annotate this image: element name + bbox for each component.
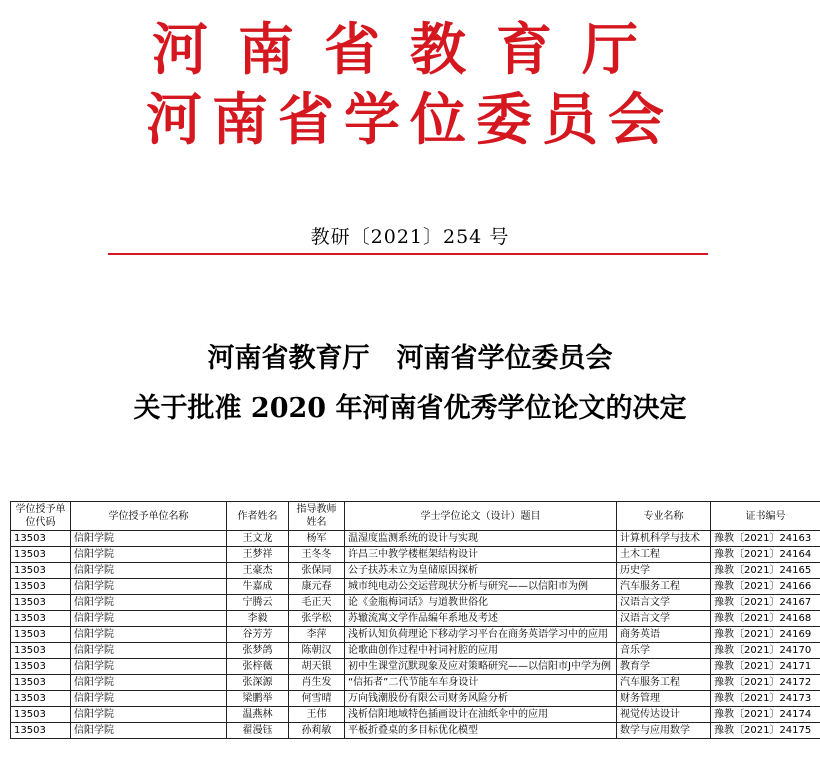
table-cell: 信阳学院: [71, 627, 227, 643]
column-header: 证书编号: [711, 502, 820, 531]
table-row: [11, 595, 820, 611]
table-cell: 教育学: [617, 659, 711, 675]
table-row: [11, 643, 820, 659]
table-cell: 论《金瓶梅词话》与道教世俗化: [345, 595, 617, 611]
table-cell: 13503: [11, 595, 71, 611]
table-cell: 豫教〔2021〕24168: [711, 611, 820, 627]
table-cell: 信阳学院: [71, 643, 227, 659]
table-row: [11, 675, 820, 691]
table-cell: 城市纯电动公交运营现状分析与研究——以信阳市为例: [345, 579, 617, 595]
table-cell: 13503: [11, 627, 71, 643]
table-cell: 谷芳芳: [227, 627, 289, 643]
table-cell: 王梦祥: [227, 547, 289, 563]
table-cell: 张梦鸽: [227, 643, 289, 659]
table-cell: 张深源: [227, 675, 289, 691]
table-cell: 豫教〔2021〕24171: [711, 659, 820, 675]
table-cell: 13503: [11, 563, 71, 579]
table-row: [11, 659, 820, 675]
table-cell: 杨军: [289, 531, 345, 547]
table-cell: 信阳学院: [71, 723, 227, 739]
table-cell: 汉语言文学: [617, 595, 711, 611]
table-cell: 毛正天: [289, 595, 345, 611]
table-cell: 豫教〔2021〕24169: [711, 627, 820, 643]
table-cell: 论歌曲创作过程中衬词衬腔的应用: [345, 643, 617, 659]
table-cell: 历史学: [617, 563, 711, 579]
table-cell: 公子扶苏未立为皇储原因探析: [345, 563, 617, 579]
table-cell: 豫教〔2021〕24170: [711, 643, 820, 659]
table-cell: 13503: [11, 547, 71, 563]
table-cell: 平板折叠桌的多目标优化模型: [345, 723, 617, 739]
table-cell: 浅析信阳地域特色插画设计在油纸伞中的应用: [345, 707, 617, 723]
table-cell: 许昌三中教学楼框架结构设计: [345, 547, 617, 563]
table-cell: 李毅: [227, 611, 289, 627]
table-cell: 财务管理: [617, 691, 711, 707]
table-cell: “信拓者”二代节能车车身设计: [345, 675, 617, 691]
table-cell: 张学松: [289, 611, 345, 627]
table-cell: 王文龙: [227, 531, 289, 547]
table-cell: 豫教〔2021〕24172: [711, 675, 820, 691]
issuer-line-1: 河南省教育厅: [152, 17, 668, 83]
table-cell: 计算机科学与技术: [617, 531, 711, 547]
table-cell: 信阳学院: [71, 675, 227, 691]
table-cell: 豫教〔2021〕24164: [711, 547, 820, 563]
red-divider: [108, 253, 708, 255]
table-cell: 豫教〔2021〕24165: [711, 563, 820, 579]
table-cell: 张保同: [289, 563, 345, 579]
table-cell: 万向钱潮股份有限公司财务风险分析: [345, 691, 617, 707]
table-cell: 胡天银: [289, 659, 345, 675]
table-cell: 梁鹏举: [227, 691, 289, 707]
table-cell: 豫教〔2021〕24173: [711, 691, 820, 707]
table-cell: 温湿度监测系统的设计与实现: [345, 531, 617, 547]
table-cell: 浅析认知负荷理论下移动学习平台在商务英语学习中的应用: [345, 627, 617, 643]
table-cell: 信阳学院: [71, 707, 227, 723]
table-cell: 豫教〔2021〕24175: [711, 723, 820, 739]
table-cell: 13503: [11, 579, 71, 595]
table-row: [11, 723, 820, 739]
document-title-line-1: 河南省教育厅 河南省学位委员会: [207, 343, 613, 374]
table-cell: 数学与应用数学: [617, 723, 711, 739]
table-cell: 视觉传达设计: [617, 707, 711, 723]
table-cell: 13503: [11, 611, 71, 627]
table-cell: 汽车服务工程: [617, 675, 711, 691]
document-title-line-2: 关于批准 2020 年河南省优秀学位论文的决定: [133, 393, 687, 424]
table-cell: 13503: [11, 723, 71, 739]
table-cell: 王豪杰: [227, 563, 289, 579]
table-header-row: [11, 502, 820, 531]
table-cell: 信阳学院: [71, 595, 227, 611]
table-cell: 信阳学院: [71, 611, 227, 627]
table-cell: 信阳学院: [71, 659, 227, 675]
table-row: [11, 707, 820, 723]
column-header: 专业名称: [617, 502, 711, 531]
column-header: 作者姓名: [227, 502, 289, 531]
table-cell: 陈朝汉: [289, 643, 345, 659]
table-row: [11, 611, 820, 627]
table-row: [11, 563, 820, 579]
table-cell: 温燕林: [227, 707, 289, 723]
table-cell: 汉语言文学: [617, 611, 711, 627]
document-number: 教研〔2021〕254 号: [310, 226, 510, 248]
table-cell: 李萍: [289, 627, 345, 643]
table-cell: 苏辙流寓文学作品编年系地及考述: [345, 611, 617, 627]
table-cell: 孙莉敏: [289, 723, 345, 739]
table-cell: 牛嘉成: [227, 579, 289, 595]
table-row: [11, 531, 820, 547]
table-cell: 商务英语: [617, 627, 711, 643]
table-cell: 音乐学: [617, 643, 711, 659]
issuer-line-2: 河南省学位委员会: [146, 87, 674, 153]
table-cell: 13503: [11, 531, 71, 547]
table-cell: 豫教〔2021〕24163: [711, 531, 820, 547]
table-row: [11, 691, 820, 707]
table-cell: 信阳学院: [71, 547, 227, 563]
column-header: 学位授予单位代码: [11, 502, 71, 531]
table-row: [11, 627, 820, 643]
table-row: [11, 579, 820, 595]
table-cell: 王伟: [289, 707, 345, 723]
table-cell: 信阳学院: [71, 531, 227, 547]
table-cell: 13503: [11, 707, 71, 723]
table-cell: 13503: [11, 691, 71, 707]
table-cell: 13503: [11, 643, 71, 659]
table-cell: 豫教〔2021〕24174: [711, 707, 820, 723]
column-header: 学位授予单位名称: [71, 502, 227, 531]
table-cell: 土木工程: [617, 547, 711, 563]
table-cell: 翟漫钰: [227, 723, 289, 739]
table-cell: 信阳学院: [71, 691, 227, 707]
table-cell: 汽车服务工程: [617, 579, 711, 595]
table-cell: 信阳学院: [71, 563, 227, 579]
awards-table: [10, 501, 820, 739]
table-cell: 肖生发: [289, 675, 345, 691]
table-cell: 王冬冬: [289, 547, 345, 563]
table-cell: 豫教〔2021〕24167: [711, 595, 820, 611]
column-header: 学士学位论文（设计）题目: [345, 502, 617, 531]
column-header: 指导教师姓名: [289, 502, 345, 531]
table-cell: 康元春: [289, 579, 345, 595]
table-cell: 豫教〔2021〕24166: [711, 579, 820, 595]
table-cell: 13503: [11, 659, 71, 675]
table-cell: 初中生课堂沉默现象及应对策略研究——以信阳市J中学为例: [345, 659, 617, 675]
table-cell: 何雪晴: [289, 691, 345, 707]
table-row: [11, 547, 820, 563]
table-cell: 信阳学院: [71, 579, 227, 595]
table-cell: 宁腾云: [227, 595, 289, 611]
table-cell: 张梓薇: [227, 659, 289, 675]
table-cell: 13503: [11, 675, 71, 691]
